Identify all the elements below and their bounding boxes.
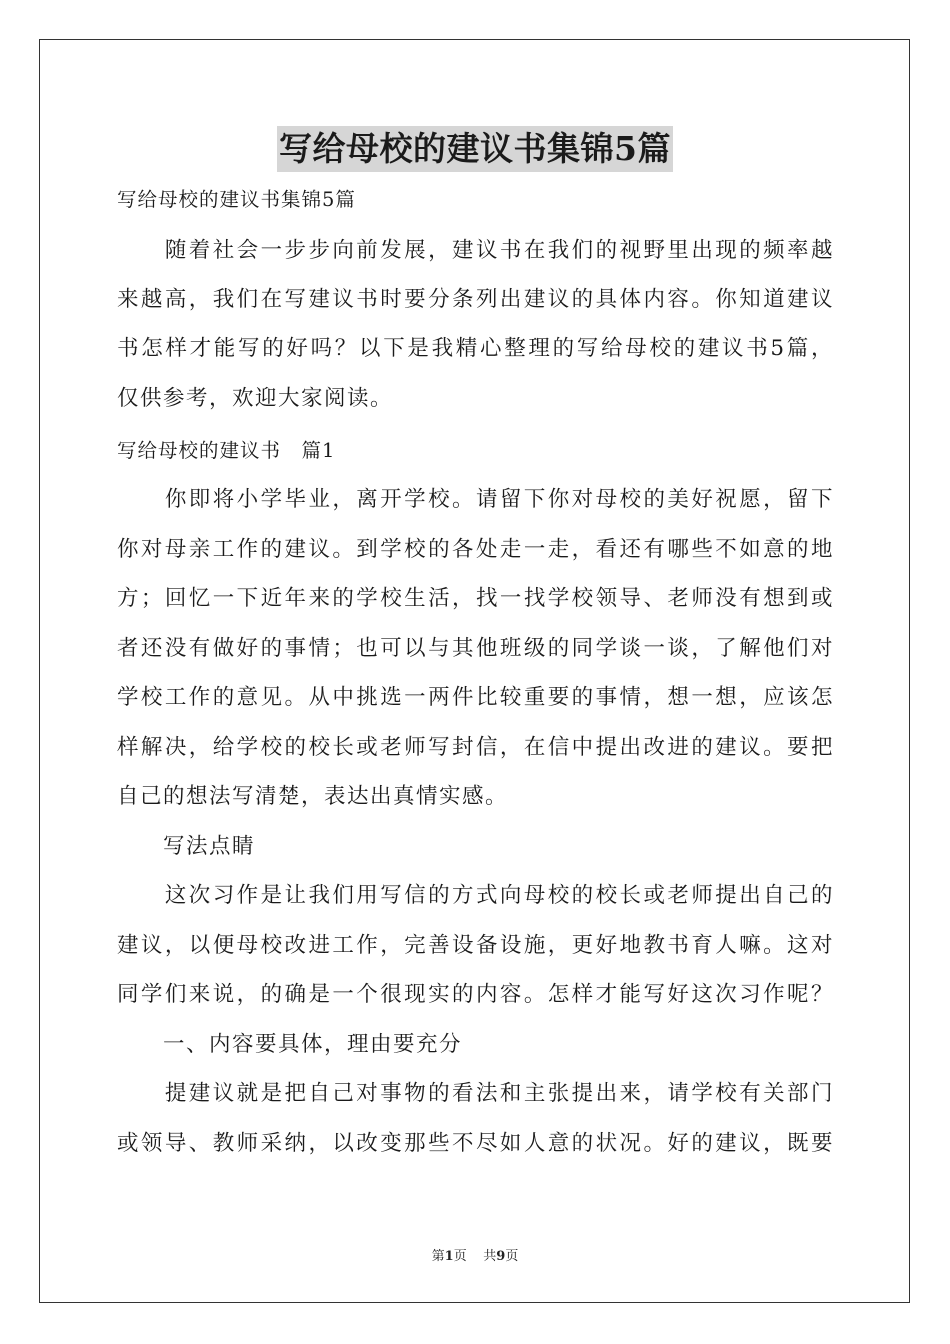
document-subtitle: 写给母校的建议书集锦5篇 — [117, 188, 356, 211]
page-border — [39, 39, 910, 1303]
total-prefix: 共 — [483, 1249, 497, 1264]
paragraph-line: 学校工作的意见。从中挑选一两件比较重要的事情，想一想，应该怎 — [117, 685, 834, 710]
paragraph-line: 同学们来说，的确是一个很现实的内容。怎样才能写好这次习作呢？ — [117, 982, 834, 1007]
subheading: 写法点睛 — [117, 834, 256, 859]
title-block — [0, 126, 950, 172]
document-title: 写给母校的建议书集锦5篇 — [277, 126, 673, 172]
paragraph-line: 建议，以便母校改进工作，完善设备设施，更好地教书育人嘛。这对 — [117, 933, 834, 958]
current-page-number: 1 — [444, 1249, 454, 1264]
paragraph-line: 提建议就是把自己对事物的看法和主张提出来，请学校有关部门 — [117, 1081, 834, 1106]
page-suffix: 页 — [453, 1249, 467, 1264]
paragraph-line: 样解决，给学校的校长或老师写封信，在信中提出改进的建议。要把 — [117, 735, 834, 760]
intro-line: 随着社会一步步向前发展，建议书在我们的视野里出现的频率越 — [117, 238, 834, 263]
paragraph-line: 或领导、教师采纳，以改变那些不尽如人意的状况。好的建议，既要 — [117, 1131, 834, 1156]
paragraph-line: 自己的想法写清楚，表达出真情实感。 — [117, 784, 509, 809]
total-suffix: 页 — [505, 1249, 519, 1264]
total-page-number: 9 — [496, 1249, 506, 1264]
intro-line: 来越高，我们在写建议书时要分条列出建议的具体内容。你知道建议 — [117, 287, 834, 312]
subheading: 一、内容要具体，理由要充分 — [117, 1032, 463, 1057]
paragraph-line: 你对母亲工作的建议。到学校的各处走一走，看还有哪些不如意的地 — [117, 537, 834, 562]
intro-line: 书怎样才能写的好吗？以下是我精心整理的写给母校的建议书5篇， — [117, 336, 834, 361]
page-footer — [0, 1245, 950, 1264]
paragraph-line: 你即将小学毕业，离开学校。请留下你对母校的美好祝愿，留下 — [117, 487, 834, 512]
section-heading: 写给母校的建议书 篇1 — [117, 439, 336, 462]
paragraph-line: 方；回忆一下近年来的学校生活，找一找学校领导、老师没有想到或 — [117, 586, 834, 611]
intro-line: 仅供参考，欢迎大家阅读。 — [117, 386, 394, 411]
page-prefix: 第 — [431, 1249, 445, 1264]
paragraph-line: 者还没有做好的事情；也可以与其他班级的同学谈一谈，了解他们对 — [117, 636, 834, 661]
paragraph-line: 这次习作是让我们用写信的方式向母校的校长或老师提出自己的 — [117, 883, 834, 908]
